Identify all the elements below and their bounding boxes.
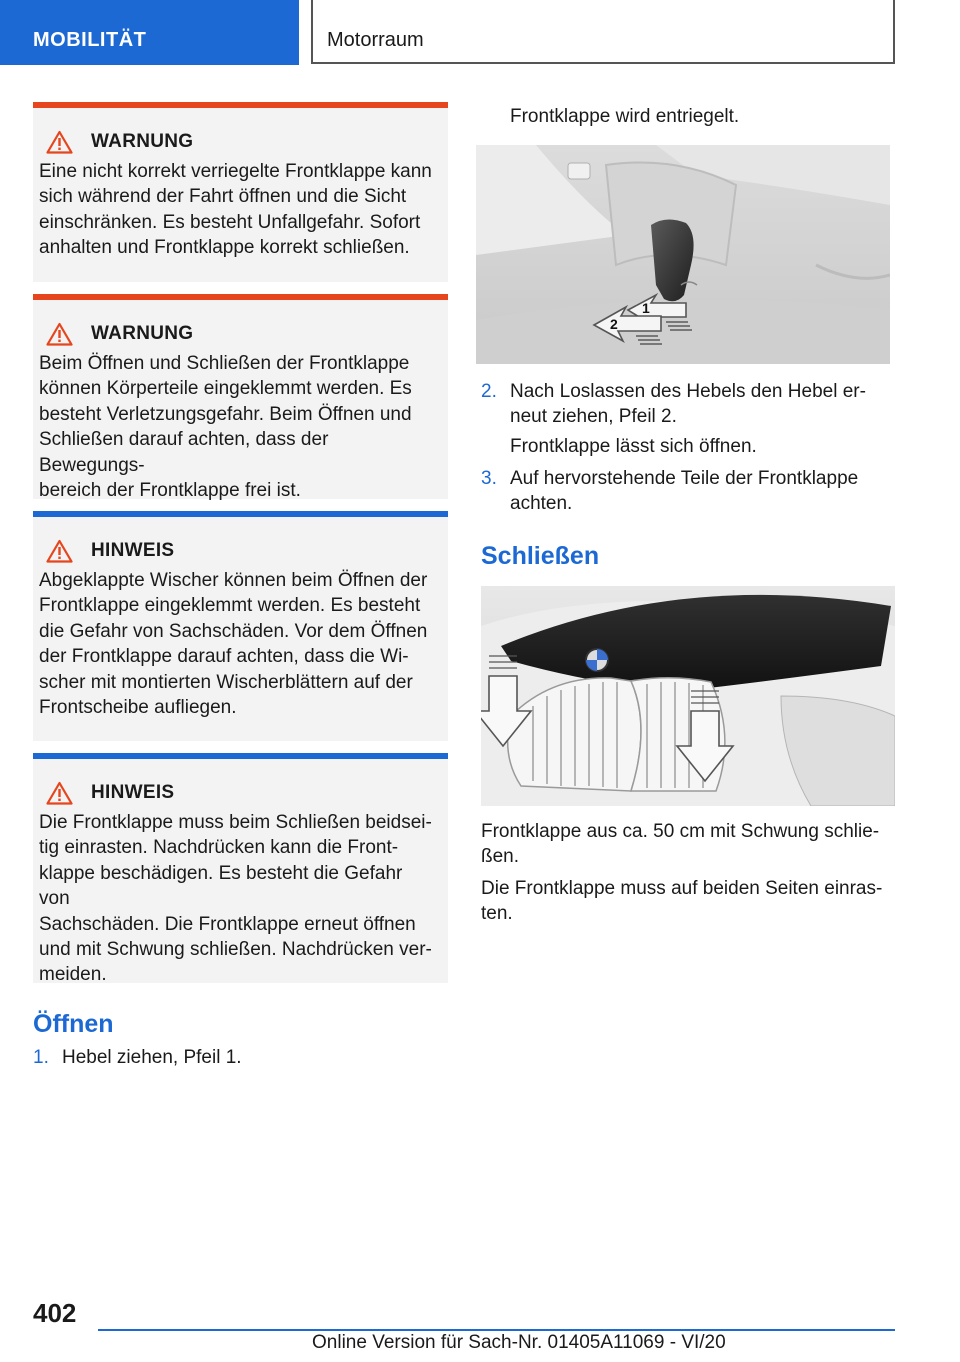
notice-text: Eine nicht korrekt verriegelte Frontklappe kann sich während der Fahrt öffnen und die Sicht einschränken. Es besteht Unfallgefahr. Sofort anhalten und Frontklappe korrekt schließen.	[39, 161, 432, 259]
step-text: Auf hervorstehende Teile der Frontklappe achten.	[510, 468, 859, 515]
step-3	[481, 466, 891, 518]
figure-close-hood	[481, 586, 895, 806]
footer-divider	[98, 1329, 895, 1331]
notice-text: Abgeklappte Wischer können beim Öffnen der Frontklappe eingeklemmt werden. Es besteht die Gefahr von Sachschäden. Vor dem Öffnen der Frontklappe darauf achten, dass die Wi- scher mit montierten Wischerblättern auf der Frontscheibe aufliegen.	[39, 570, 428, 719]
warning-triangle-icon	[46, 322, 73, 346]
step-1	[33, 1045, 433, 1071]
section-heading-close: Schließen	[481, 542, 600, 570]
warning-triangle-icon	[46, 781, 73, 805]
arrow-label-1: 1	[642, 300, 650, 316]
footer-text: Online Version für Sach-Nr. 01405A11069 - VI/20	[312, 1332, 726, 1353]
step-2-result: Frontklappe lässt sich öffnen.	[510, 436, 757, 457]
figure-hood-release-lever	[476, 145, 890, 364]
section-heading-open: Öffnen	[33, 1010, 114, 1038]
warning-triangle-icon	[46, 539, 73, 563]
step-number: 3.	[481, 468, 497, 489]
warning-triangle-icon	[46, 130, 73, 154]
close-note: Die Frontklappe muss auf beiden Seiten einras- ten.	[481, 878, 883, 925]
step-1-result: Frontklappe wird entriegelt.	[510, 106, 740, 127]
hint-box-2	[33, 753, 448, 986]
topic-header: Motorraum	[311, 0, 895, 64]
hint-box-1	[33, 511, 448, 741]
notice-title: WARNUNG	[91, 131, 194, 152]
step-text: Nach Loslassen des Hebels den Hebel er- neut ziehen, Pfeil 2.	[510, 381, 866, 428]
step-2	[481, 379, 891, 431]
close-instruction: Frontklappe aus ca. 50 cm mit Schwung schlie- ßen.	[481, 821, 880, 868]
notice-title: HINWEIS	[91, 540, 175, 561]
step-number: 1.	[33, 1047, 49, 1068]
section-tab: MOBILITÄT	[0, 0, 299, 65]
step-number: 2.	[481, 381, 497, 402]
step-text: Hebel ziehen, Pfeil 1.	[62, 1047, 242, 1068]
notice-text: Die Frontklappe muss beim Schließen beidsei- tig einrasten. Nachdrücken kann die Front- klappe beschädigen. Es besteht die Gefahr von Sachschäden. Die Frontklappe erneut öffnen und mit Schwung schließen. Nachdrücken ver- meiden.	[39, 812, 432, 986]
notice-text: Beim Öffnen und Schließen der Frontklappe können Körperteile eingeklemmt werden. Es besteht Verletzungsgefahr. Beim Öffnen und Schließen darauf achten, dass der Bewegungs- bereich der Frontklappe frei ist.	[39, 353, 412, 502]
warning-box-1	[33, 102, 448, 282]
page-number: 402	[33, 1298, 77, 1328]
notice-title: HINWEIS	[91, 782, 175, 803]
warning-box-2	[33, 294, 448, 502]
notice-title: WARNUNG	[91, 323, 194, 344]
arrow-label-2: 2	[610, 316, 618, 332]
